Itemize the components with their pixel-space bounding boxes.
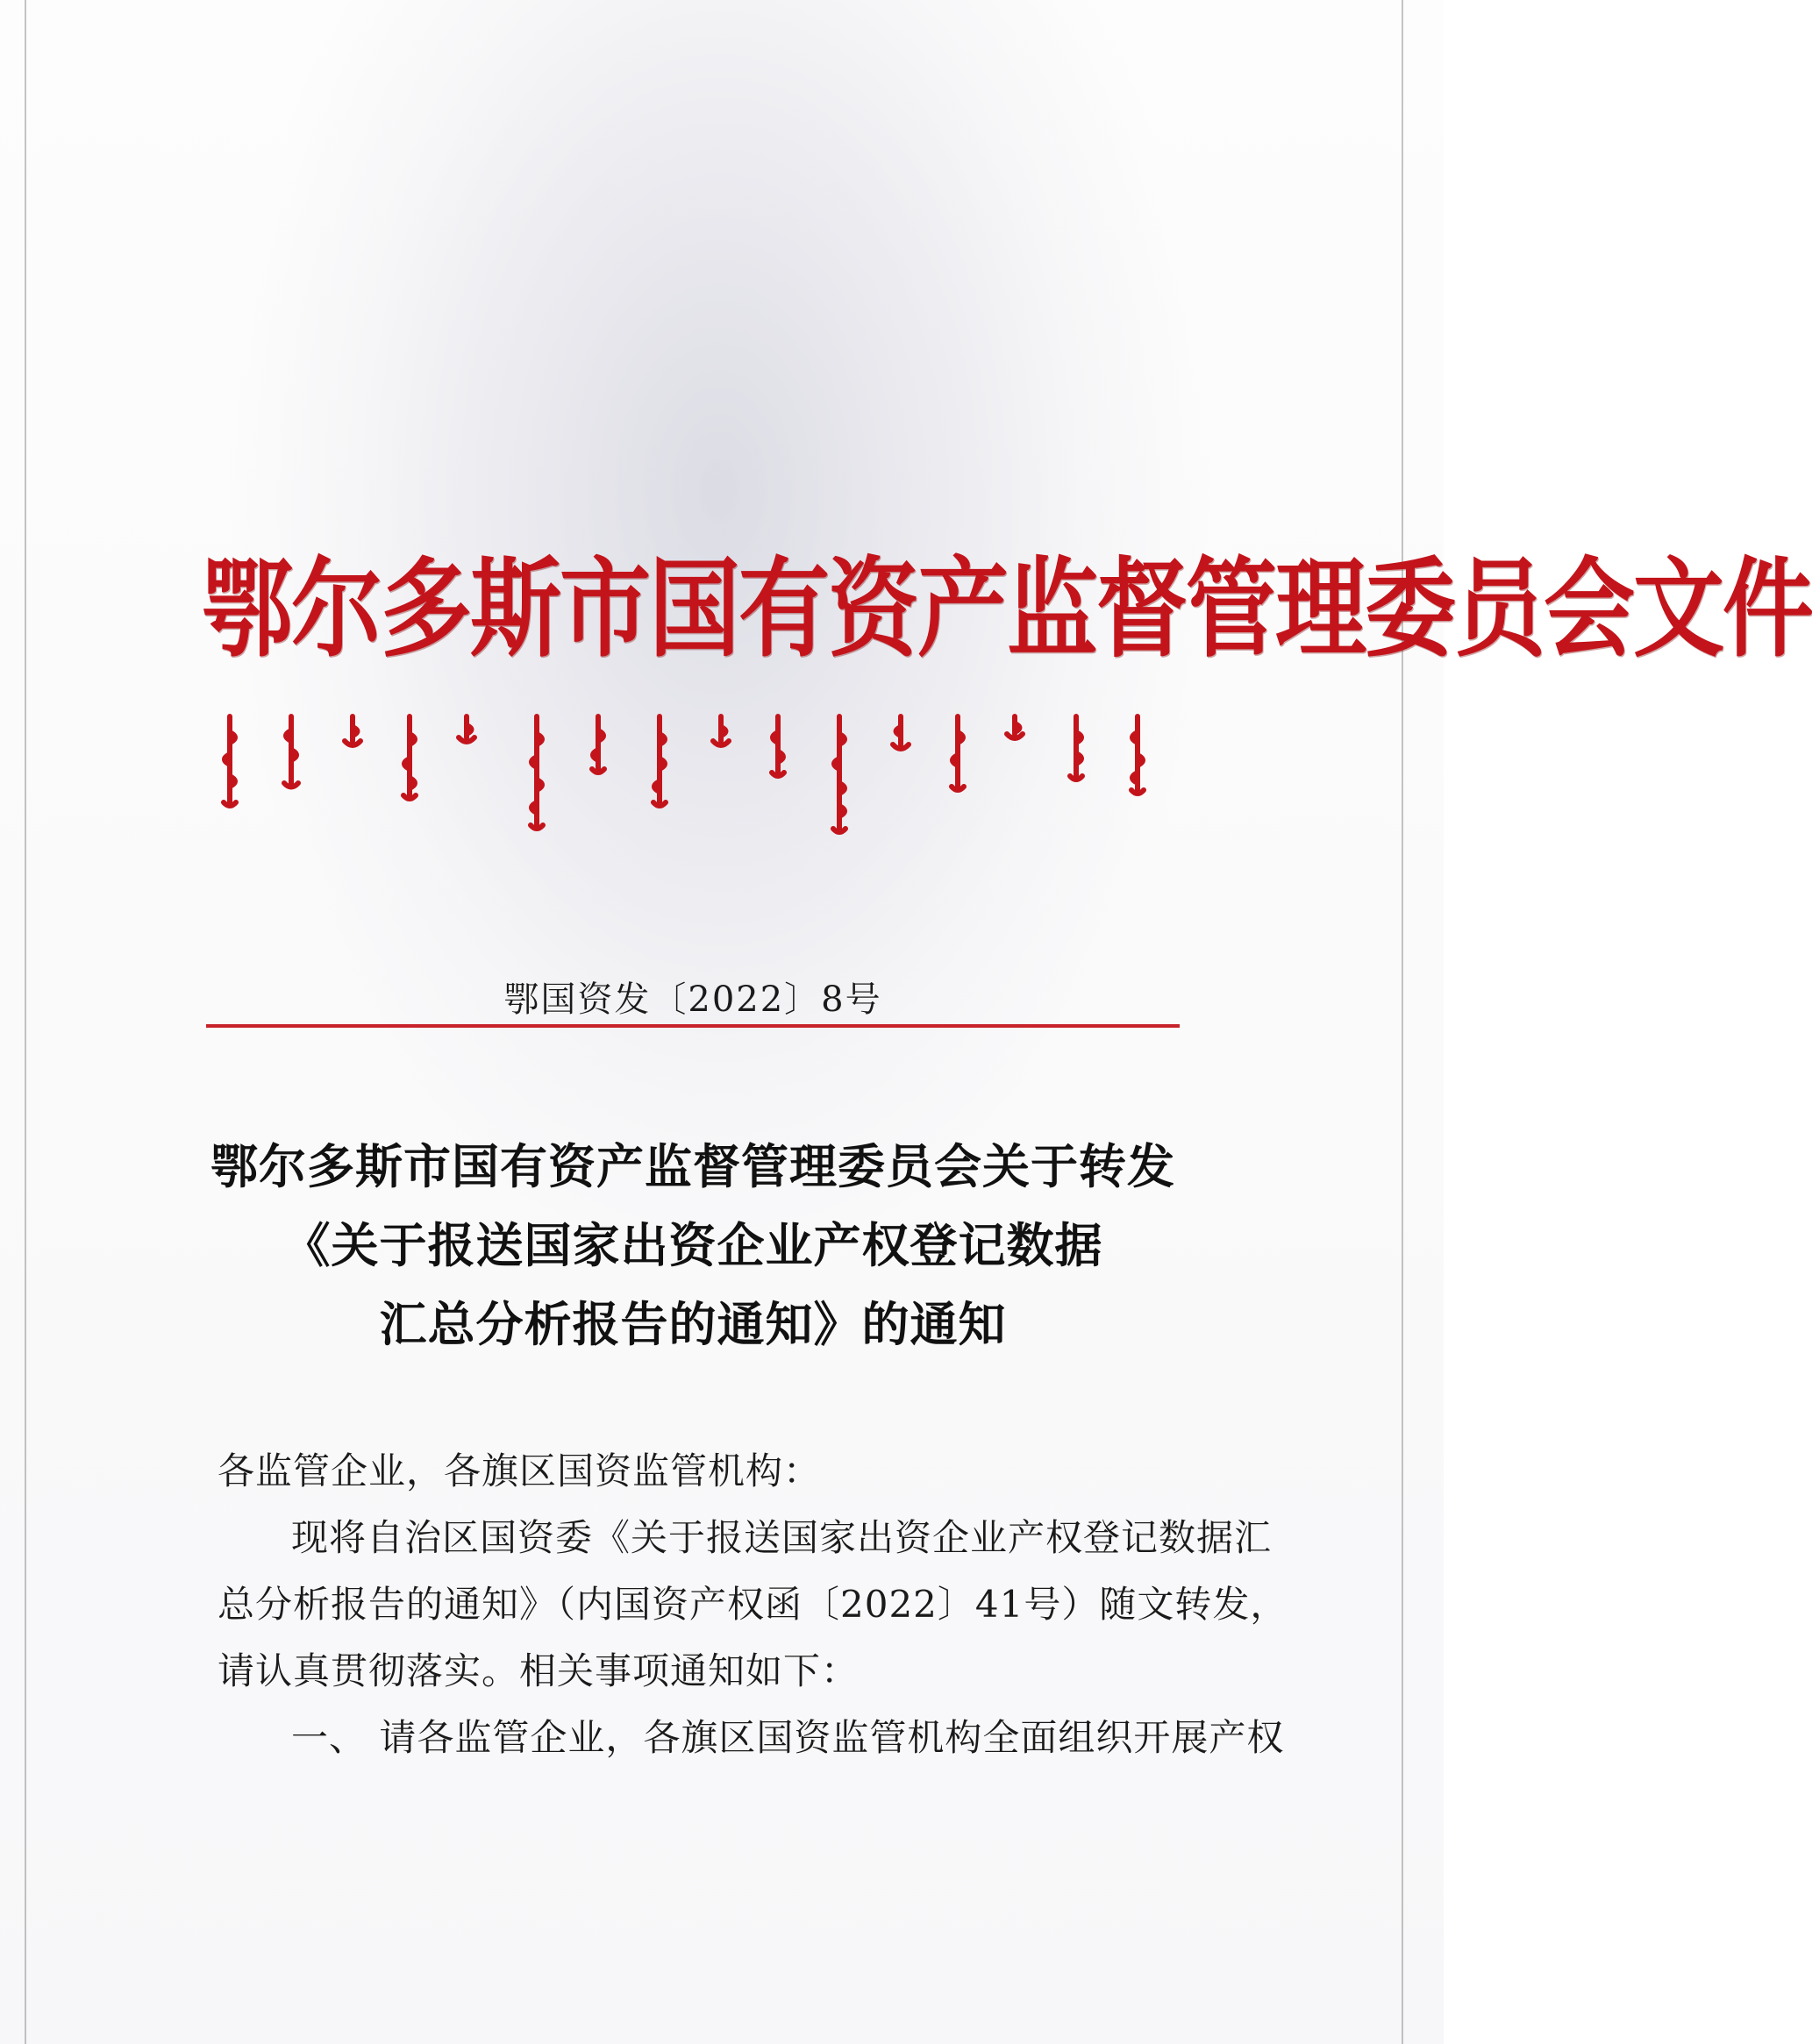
mongolian-word <box>583 715 613 780</box>
salutation: 各监管企业，各旗区国资监管机构： <box>218 1449 822 1492</box>
mongolian-word <box>1123 715 1152 802</box>
mongolian-word <box>824 715 854 842</box>
mongolian-word <box>1000 715 1030 750</box>
document-body <box>218 1438 1288 1771</box>
document-title <box>202 1127 1184 1364</box>
mongolian-word <box>1061 715 1091 789</box>
mongolian-word <box>886 715 916 763</box>
mongolian-word <box>522 715 552 837</box>
body-line: 请认真贯彻落实。相关事项通知如下： <box>218 1649 860 1692</box>
body-line: 总分析报告的通知》（内国资产权函〔2022〕41号）随文转发， <box>218 1583 1288 1626</box>
mongolian-word <box>943 715 973 798</box>
mongolian-script-banner <box>206 715 1180 842</box>
document-number: 鄂国资发〔2022〕8号 <box>503 979 882 1020</box>
scan-edge-right <box>1402 0 1403 2044</box>
title-line: 汇总分析报告的通知》的通知 <box>379 1296 1007 1352</box>
scan-edge-left <box>25 0 26 2044</box>
mongolian-word <box>763 715 793 785</box>
mongolian-word <box>215 715 245 811</box>
mongolian-word <box>645 715 674 815</box>
mongolian-word <box>706 715 736 758</box>
mongolian-word <box>276 715 306 794</box>
red-divider <box>206 1024 1180 1028</box>
mongolian-word <box>452 715 482 754</box>
body-line: 现将自治区国资委《关于报送国家出资企业产权登记数据汇 <box>291 1516 1273 1559</box>
mongolian-word <box>395 715 424 807</box>
issuer-banner: 鄂尔多斯市国有资产监督管理委员会文件 <box>202 545 1812 673</box>
body-line: 一、 请各监管企业，各旗区国资监管机构全面组织开展产权 <box>291 1716 1285 1759</box>
mongolian-word <box>338 715 367 758</box>
title-line: 《关于报送国家出资企业产权登记数据 <box>282 1217 1103 1273</box>
title-line: 鄂尔多斯市国有资产监督管理委员会关于转发 <box>210 1138 1175 1194</box>
